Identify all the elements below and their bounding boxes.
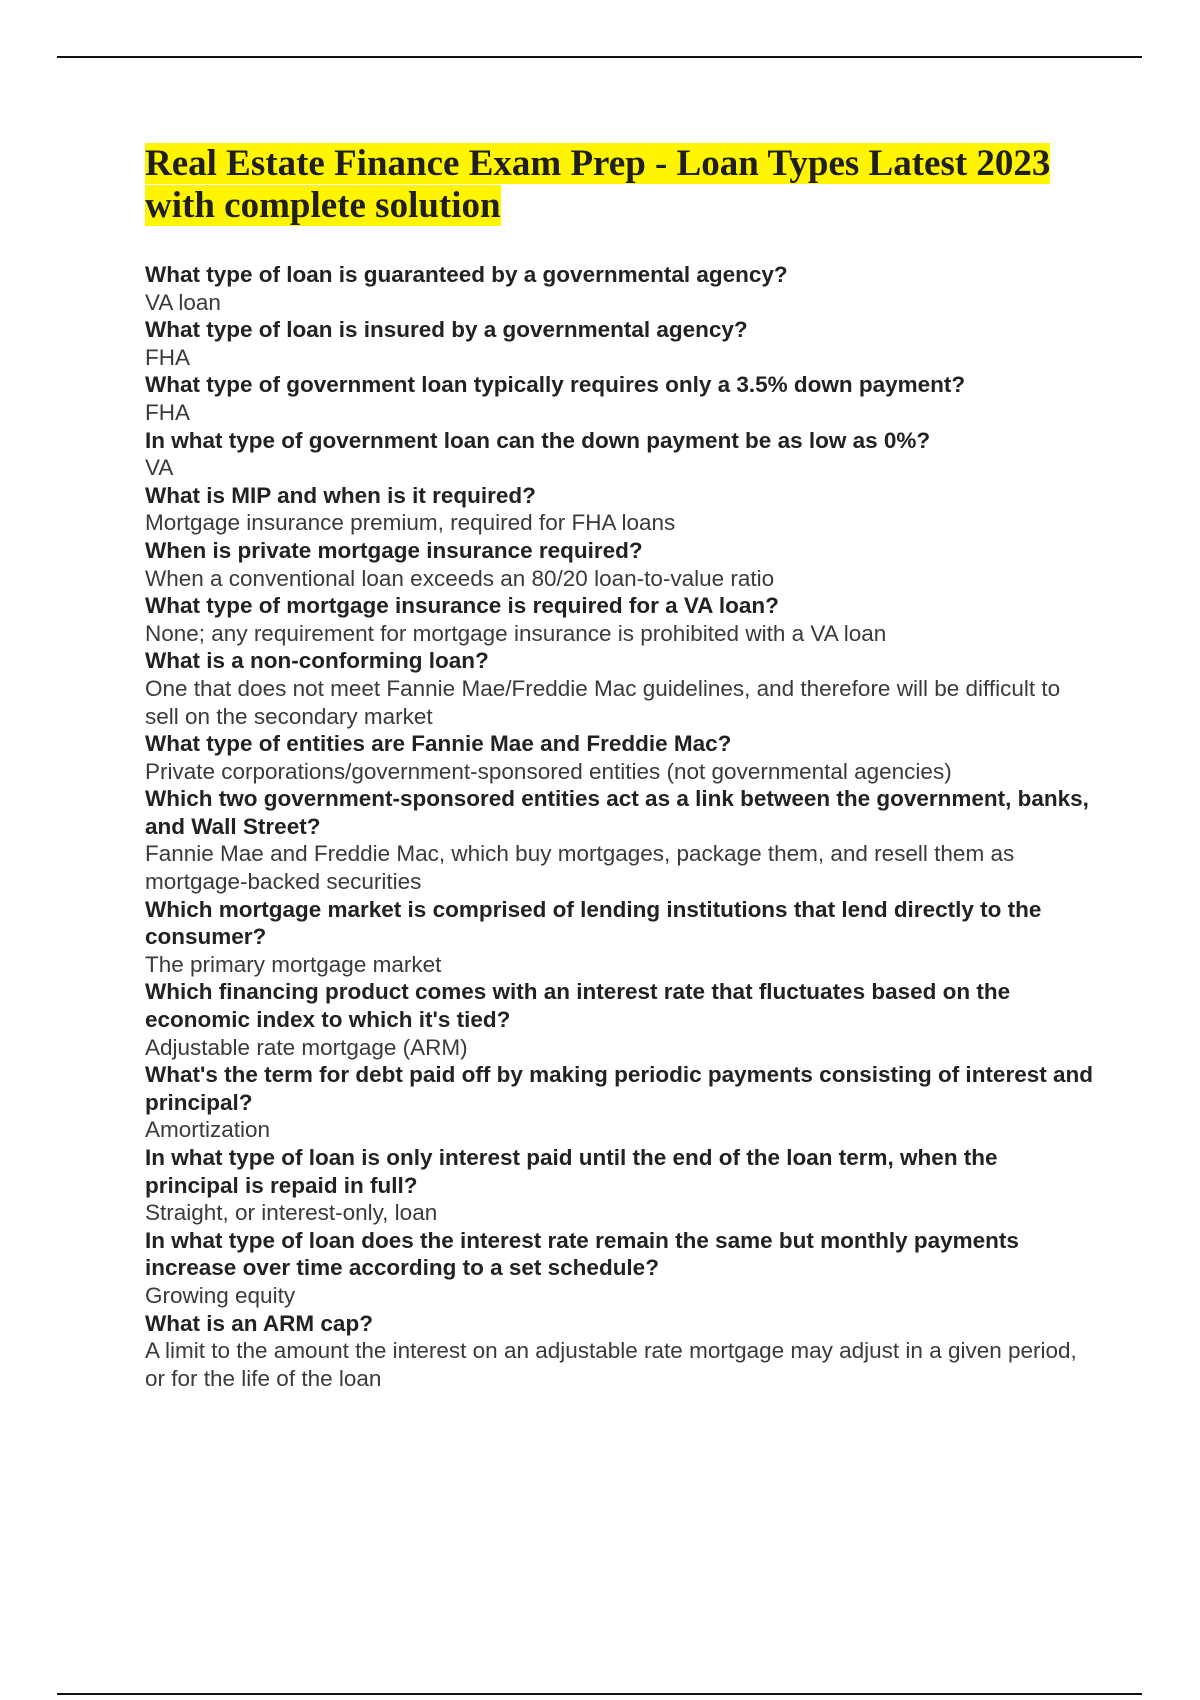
- question-text: What is a non-conforming loan?: [145, 648, 489, 674]
- question-text: Which two government-sponsored entities act as a link between the government, banks, and Wall Street?: [145, 786, 1089, 839]
- answer-text: A limit to the amount the interest on an adjustable rate mortgage may adjust in a given period, or for the life of the loan: [145, 1338, 1077, 1391]
- answer-text: Mortgage insurance premium, required for FHA loans: [145, 510, 676, 536]
- bottom-rule: [57, 1693, 1142, 1695]
- answer-text: One that does not meet Fannie Mae/Freddie Mac guidelines, and therefore will be difficult to sell on the secondary market: [145, 675, 1061, 729]
- question-text: Which mortgage market is comprised of lending institutions that lend directly to the consumer?: [145, 896, 1042, 950]
- question-text: What type of mortgage insurance is required for a VA loan?: [145, 593, 779, 619]
- answer-text: Fannie Mae and Freddie Mac, which buy mortgages, package them, and resell them as mortgage-backed securities: [145, 841, 1015, 895]
- question-text: What's the term for debt paid off by making periodic payments consisting of interest and principal?: [145, 1062, 1093, 1115]
- answer-text: VA loan: [145, 289, 221, 315]
- answer-text: Private corporations/government-sponsored entities (not governmental agencies): [145, 758, 952, 784]
- question-text: In what type of loan is only interest paid until the end of the loan term, when the principal is repaid in full?: [145, 1145, 998, 1198]
- answer-text: Growing equity: [145, 1282, 296, 1308]
- question-text: In what type of loan does the interest rate remain the same but monthly payments increase over time according to a set schedule?: [145, 1227, 1019, 1281]
- question-text: In what type of government loan can the down payment be as low as 0%?: [145, 427, 931, 453]
- answer-text: VA: [145, 455, 174, 481]
- highlighted-title-text: Real Estate Finance Exam Prep - Loan Types Latest 2023 with complete solution: [145, 143, 1051, 226]
- answer-text: FHA: [145, 399, 190, 425]
- top-rule: [57, 56, 1142, 58]
- answer-text: Straight, or interest-only, loan: [145, 1200, 438, 1226]
- question-text: When is private mortgage insurance required?: [145, 537, 643, 563]
- document-body: [145, 143, 1095, 1392]
- question-text: What type of loan is guaranteed by a governmental agency?: [145, 262, 788, 287]
- question-text: Which financing product comes with an interest rate that fluctuates based on the economic index to which it's tied?: [145, 979, 1011, 1033]
- answer-text: Amortization: [145, 1117, 271, 1143]
- answer-text: Adjustable rate mortgage (ARM): [145, 1034, 468, 1060]
- question-text: What type of entities are Fannie Mae and Freddie Mac?: [145, 731, 732, 757]
- question-text: What is an ARM cap?: [145, 1310, 373, 1336]
- document-title: [145, 143, 1095, 227]
- answer-text: None; any requirement for mortgage insurance is prohibited with a VA loan: [145, 620, 887, 646]
- answer-text: FHA: [145, 344, 190, 370]
- answer-text: When a conventional loan exceeds an 80/20 loan-to-value ratio: [145, 565, 775, 591]
- answer-text: The primary mortgage market: [145, 951, 442, 977]
- question-text: What is MIP and when is it required?: [145, 482, 536, 508]
- qa-list: [145, 261, 1095, 1392]
- question-text: What type of loan is insured by a governmental agency?: [145, 317, 748, 343]
- question-text: What type of government loan typically requires only a 3.5% down payment?: [145, 372, 966, 398]
